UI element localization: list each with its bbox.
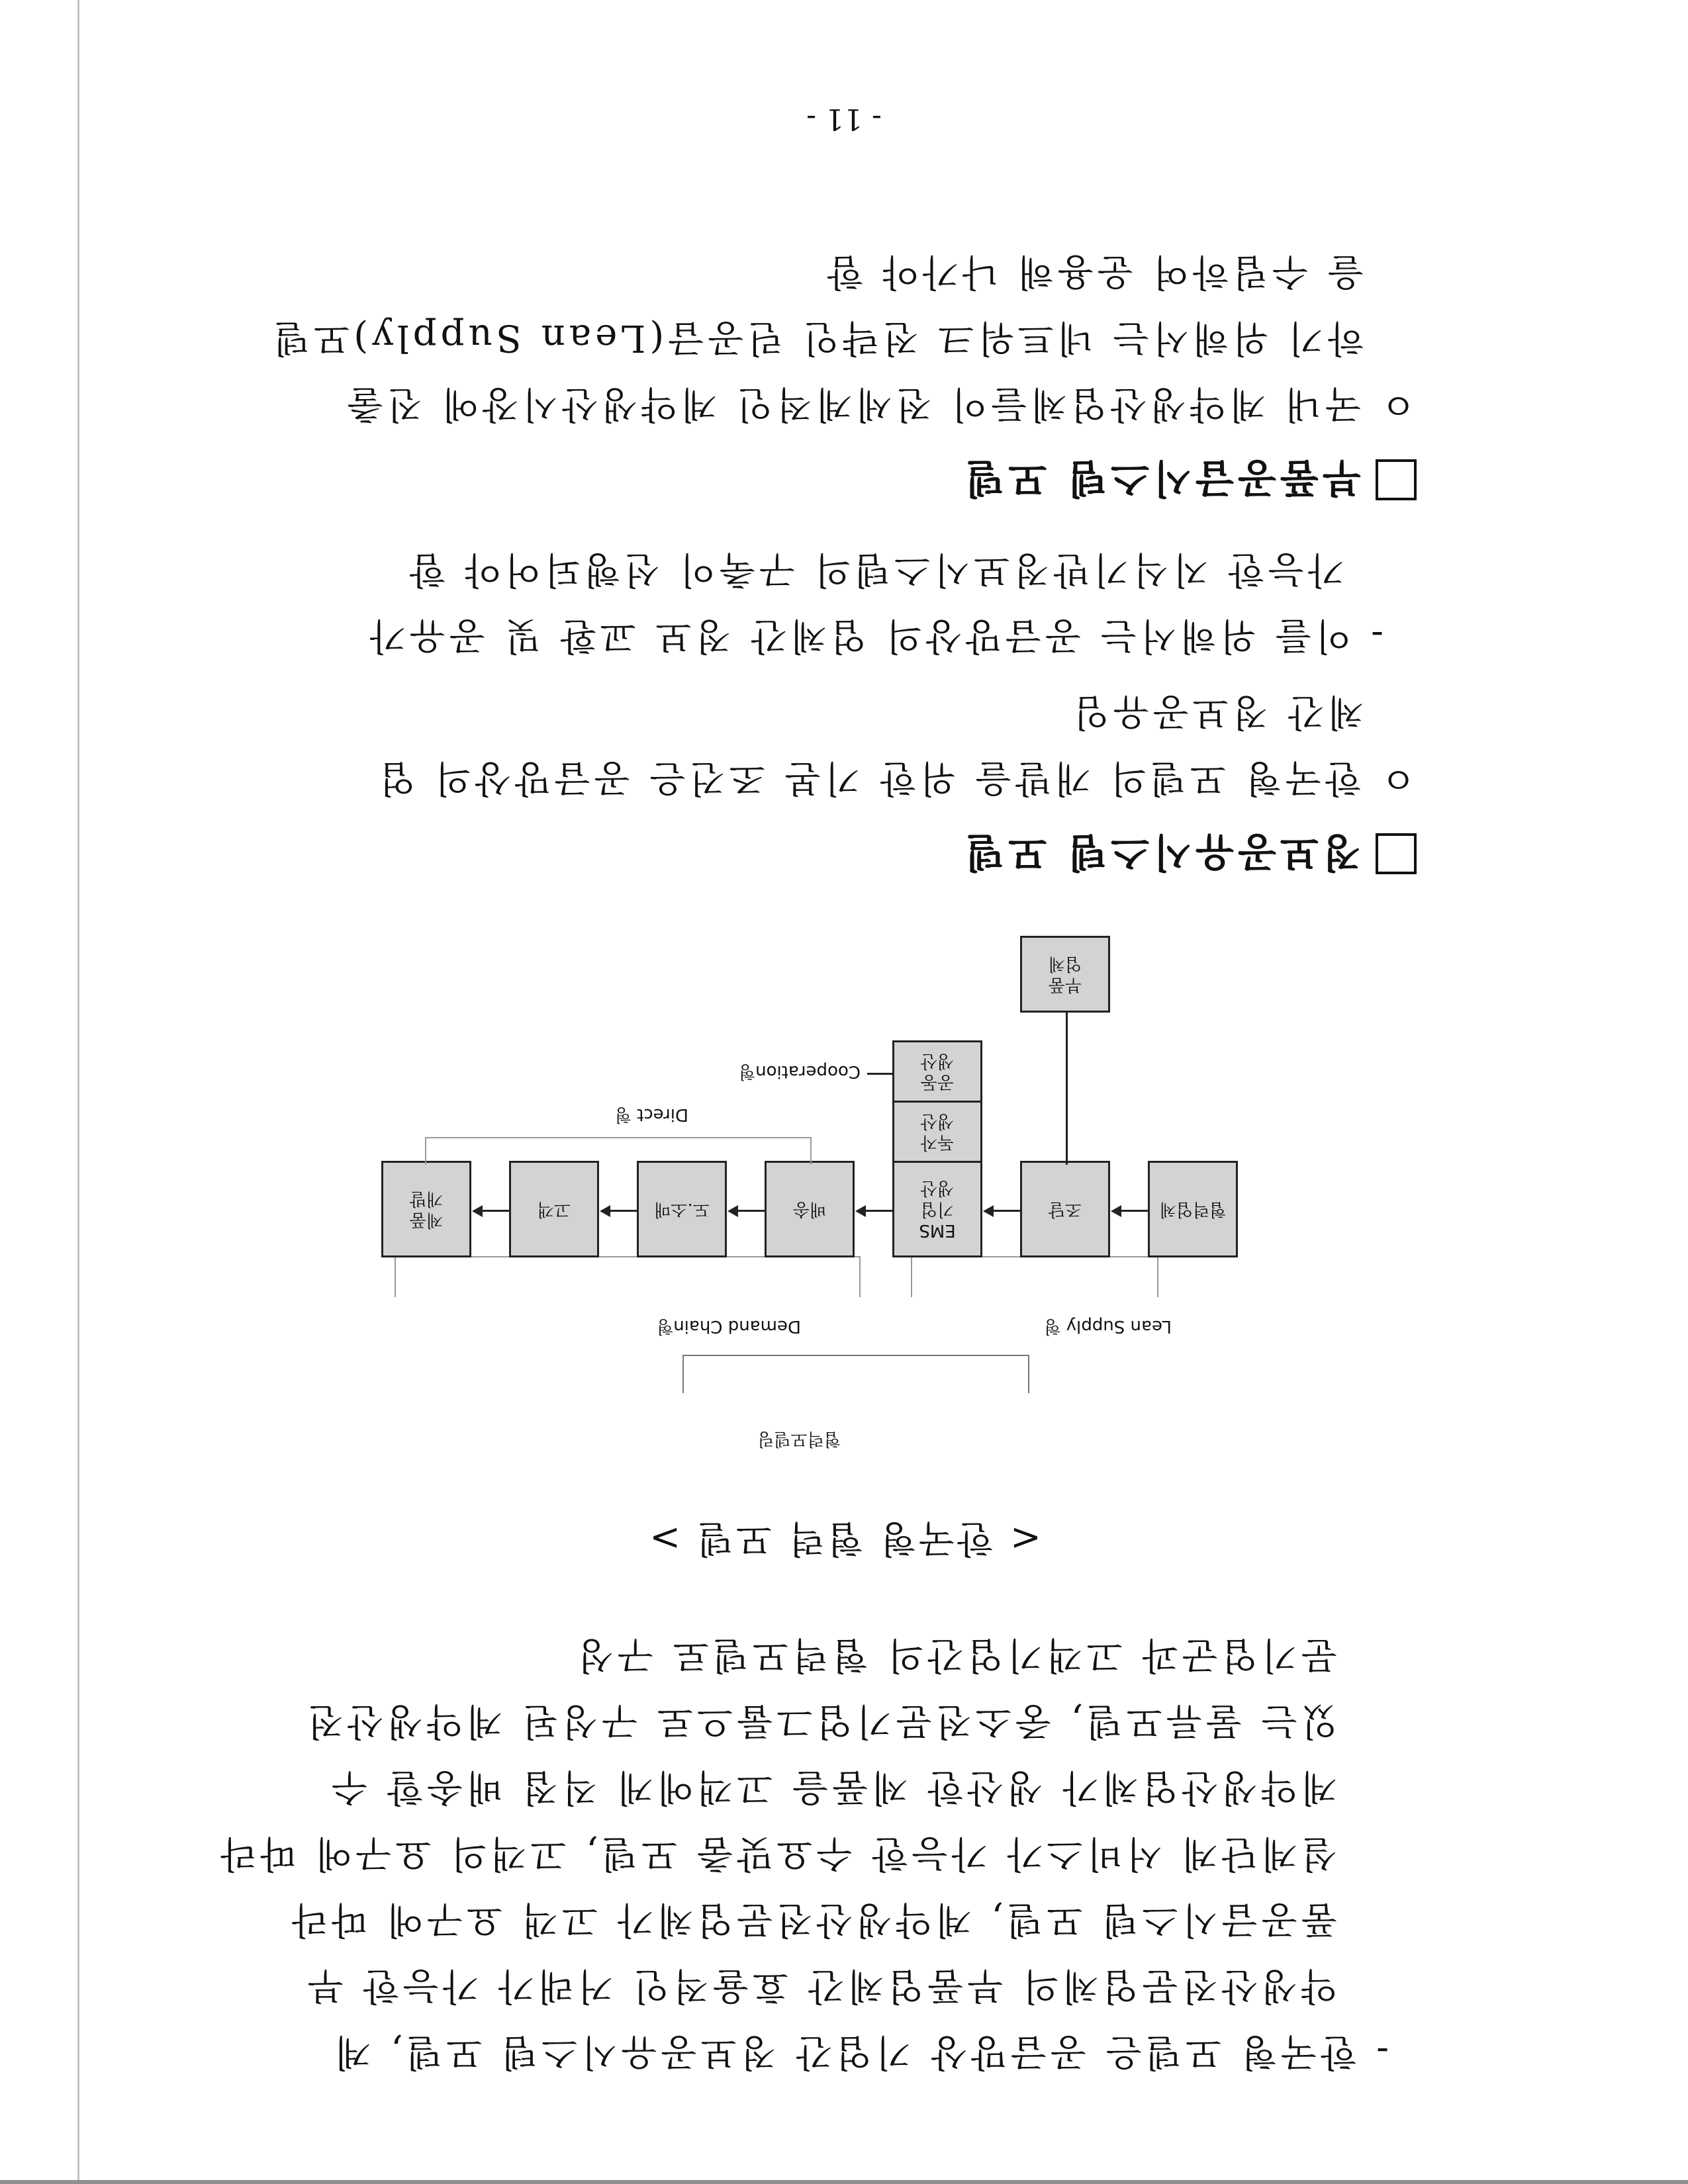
dev-line-1: 제품 [409, 1210, 444, 1230]
arrow-ems-delivery [858, 1210, 894, 1212]
coop-line-1: 공동 [920, 1072, 955, 1092]
para1-line-4: 설계단계 서비스가 가능한 수요맞춤 모델, 고객의 요구에 따라 [216, 1832, 1337, 1875]
checkbox-square-icon [1376, 833, 1417, 874]
node-supplier: 협력업체 [1148, 1161, 1238, 1257]
lean-supply-label: Lean Supply 형 [1044, 1316, 1172, 1336]
checkbox-square-icon [1376, 459, 1417, 500]
para1-line-6: 있는 물류모델, 중소전문기업그룹으로 구성된 계약생산전 [303, 1700, 1337, 1743]
node-parts [1020, 936, 1110, 1013]
cooperation-leader-line [867, 1073, 894, 1075]
node-ems [892, 1161, 982, 1257]
para4-line-2: 하기 위해서는 네트워크 전략인 린공급(Lean Supply)모델 [270, 316, 1364, 359]
demand-chain-label: Demand Chain형 [657, 1316, 801, 1336]
indep-line-1: 독자 [920, 1132, 955, 1152]
scan-edge-right [77, 0, 79, 2184]
ems-line-3: 생산 [920, 1178, 955, 1198]
para1-line-3: 품공급시스템 모델, 계약생산전문업체가 고객 요구에 따라 [287, 1898, 1337, 1941]
node-product-dev [381, 1161, 471, 1257]
dev-line-2: 개발 [409, 1189, 444, 1208]
node-coop [892, 1040, 982, 1103]
arrow-customer-dev [475, 1210, 511, 1212]
para1-line-2: 약생산전문업체의 부품업체간 효율적인 거래가 가능한 부 [303, 1964, 1337, 2007]
node-delivery: 배송 [765, 1161, 855, 1257]
heading-parts-supply-text: 부품공급시스템 모델 [962, 455, 1361, 501]
parts-line-1: 부품 [1048, 975, 1082, 995]
indep-line-2: 생산 [920, 1111, 955, 1131]
para1-line-7: 문기업군과 고객기업간의 협력모델로 구성 [573, 1633, 1337, 1676]
node-distribution: 도.소매 [637, 1161, 727, 1257]
direct-bracket [425, 1137, 812, 1165]
figure-caption: < 한국형 협력 모델 > [647, 1517, 1041, 1560]
arrow-supplier-procure [1113, 1210, 1150, 1212]
ems-line-2: 기업 [920, 1199, 955, 1219]
node-indep [892, 1101, 982, 1163]
heading-info-sharing [962, 827, 1417, 884]
ems-line-1: EMS [919, 1220, 956, 1240]
cooperation-model-diagram [377, 821, 1238, 1449]
coop-line-2: 생산 [920, 1051, 955, 1071]
para1-line-5: 계약생산업체가 생산한 제품을 고객에게 직접 배송할 수 [327, 1766, 1337, 1809]
scan-edge-top [0, 2180, 1688, 2184]
para3-line-1: - 이를 위해서는 공급망상의 업체간 정보 교환 및 공유가 [365, 614, 1383, 657]
top-bracket [682, 1355, 1029, 1393]
page-number: - 11 - [806, 102, 882, 136]
para2-line-1: ㅇ 한국형 모델의 개발을 위한 기본 조건은 공급망상의 업 [375, 756, 1417, 799]
parts-line-2: 업체 [1048, 954, 1082, 974]
arrow-dist-customer [602, 1210, 639, 1212]
para4-line-1: ㅇ 국내 계약생산업체들이 전세계적인 계약생산시장에 진출 [343, 383, 1417, 426]
arrow-delivery-dist [730, 1210, 767, 1212]
heading-parts-supply [962, 453, 1417, 510]
cooperation-label: Cooperation형 [738, 1062, 861, 1081]
procure-parts-line [1066, 1013, 1068, 1165]
para3-line-2: 가능한 지식기반정보시스템의 구축이 선행되어야 함 [405, 548, 1344, 591]
lean-supply-bracket [911, 1256, 1158, 1297]
arrow-procure-ems [986, 1210, 1022, 1212]
demand-chain-bracket [395, 1256, 861, 1297]
para4-line-3: 을 수립하여 운용해 나가야 함 [823, 250, 1364, 293]
diagram-top-label: 협력모델링 [757, 1429, 841, 1449]
heading-info-sharing-text: 정보공유시스템 모델 [962, 829, 1361, 875]
para2-line-2: 체간 정보공유임 [1069, 690, 1364, 733]
node-customer: 고객 [509, 1161, 599, 1257]
para1-line-1: - 한국형 모델은 공급망상 기업간 정보공유시스템 모델, 계 [331, 2030, 1389, 2073]
direct-label: Direct 형 [614, 1105, 688, 1124]
node-procure: 조달 [1020, 1161, 1110, 1257]
